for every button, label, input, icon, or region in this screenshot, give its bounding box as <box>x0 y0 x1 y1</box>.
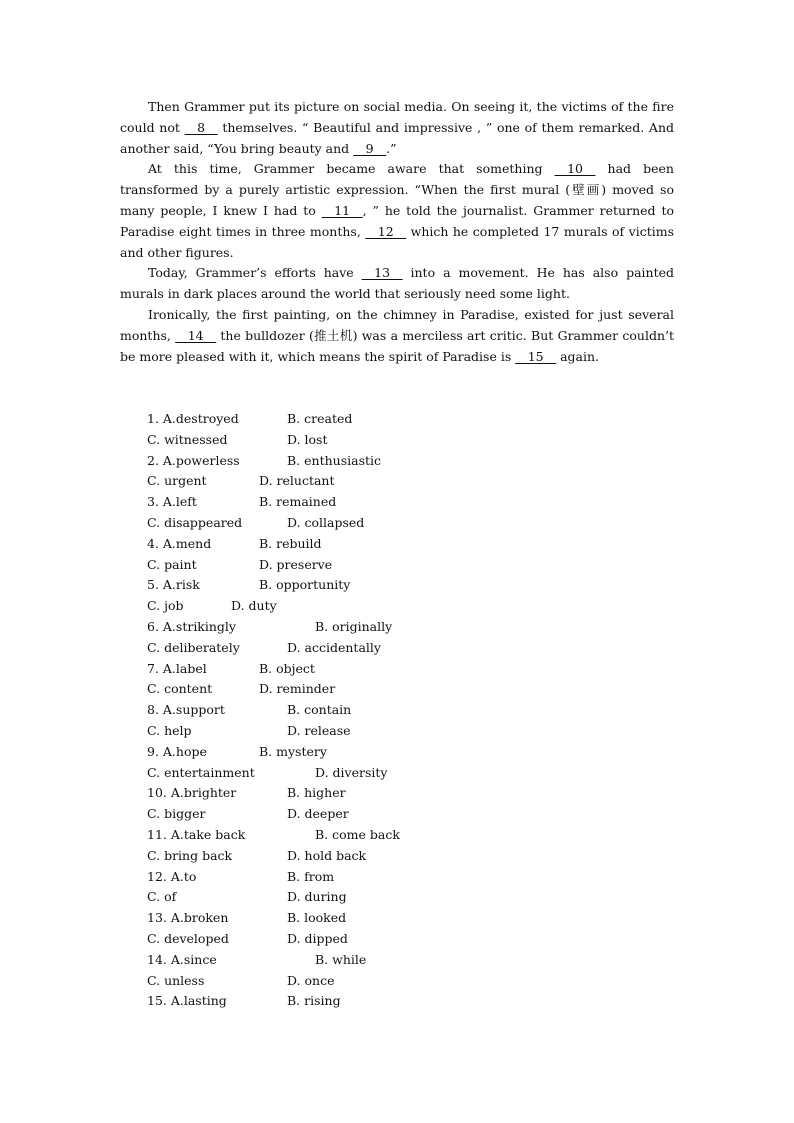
option-line <box>147 783 547 804</box>
option-line <box>147 492 547 513</box>
option-choice: D. hold back <box>287 847 367 863</box>
passage-text: had been transformed by a purely artistic expression. “When the first mural (壁画) moved so many people, I knew I had to <box>120 161 674 218</box>
option-choice: 13. A.broken <box>147 910 229 926</box>
option-line <box>147 451 547 472</box>
blank-15: __15__ <box>515 348 557 364</box>
passage-text: into a movement. He has also painted murals in dark places around the world that seriously need some light. <box>120 265 674 302</box>
option-choice: C. witnessed <box>147 431 228 447</box>
reading-passage <box>120 97 674 367</box>
option-choice: 8. A.support <box>147 702 225 718</box>
option-choice: B. contain <box>287 702 352 718</box>
option-choice: B. created <box>287 411 353 426</box>
option-line <box>147 430 547 451</box>
option-choice: D. collapsed <box>287 514 365 530</box>
option-line <box>147 638 547 659</box>
option-choice: C. help <box>147 722 192 738</box>
option-line <box>147 887 547 908</box>
option-line <box>147 971 547 992</box>
option-choice: D. deeper <box>287 806 349 822</box>
blank-11: __11__ <box>321 202 363 218</box>
option-choice: C. disappeared <box>147 514 243 530</box>
option-line <box>147 409 547 430</box>
option-choice: D. preserve <box>259 556 333 572</box>
blank-9: __9__ <box>353 140 387 156</box>
paragraph-1 <box>120 97 674 159</box>
option-choice: B. mystery <box>259 743 327 759</box>
option-line <box>147 659 547 680</box>
passage-text: At this time, Grammer became aware that something <box>148 161 555 177</box>
passage-text: again. <box>556 348 600 364</box>
option-choice: 12. A.to <box>147 868 197 884</box>
option-line <box>147 721 547 742</box>
blank-8: __8__ <box>184 119 218 135</box>
blank-14: __14__ <box>175 327 217 343</box>
passage-text: Ironically, the first painting, on the chimney in Paradise, existed for just several months, <box>120 306 674 343</box>
option-choice: 5. A.risk <box>147 577 200 593</box>
option-line <box>147 929 547 950</box>
option-choice: B. from <box>287 868 335 884</box>
option-choice: C. paint <box>147 556 197 572</box>
option-choice: 7. A.label <box>147 660 207 676</box>
paragraph-4 <box>120 305 674 367</box>
option-choice: D. lost <box>287 431 328 447</box>
option-choice: C. urgent <box>147 473 207 489</box>
option-choice: 6. A.strikingly <box>147 618 236 634</box>
option-choice: D. during <box>287 889 347 905</box>
option-line <box>147 471 547 492</box>
option-choice: B. higher <box>287 785 346 801</box>
option-choice: C. bring back <box>147 847 233 863</box>
passage-text: , ” he told the journalist. Grammer returned to Paradise eight times in three months, <box>120 202 674 239</box>
option-choice: 10. A.brighter <box>147 785 237 801</box>
option-choice: B. object <box>259 660 315 676</box>
option-choice: C. deliberately <box>147 639 240 655</box>
paragraph-3 <box>120 263 674 305</box>
option-choice: B. looked <box>287 910 347 926</box>
option-choice: B. remained <box>259 494 337 510</box>
option-choice: C. content <box>147 681 213 697</box>
option-choice: D. duty <box>231 598 277 614</box>
paragraph-2 <box>120 159 674 263</box>
option-choice: C. developed <box>147 930 229 946</box>
option-choice: 1. A.destroyed <box>147 411 239 426</box>
option-line <box>147 991 547 1012</box>
option-choice: B. come back <box>315 826 400 842</box>
option-line <box>147 575 547 596</box>
option-choice: 2. A.powerless <box>147 452 240 468</box>
option-line <box>147 825 547 846</box>
option-choice: C. bigger <box>147 806 206 822</box>
option-choice: 14. A.since <box>147 951 217 967</box>
option-choice: 4. A.mend <box>147 535 212 551</box>
option-line <box>147 700 547 721</box>
blank-12: __12__ <box>365 223 407 239</box>
option-choice: B. enthusiastic <box>287 452 382 468</box>
option-choice: C. unless <box>147 972 205 988</box>
passage-text: which he completed 17 murals of victims and other figures. <box>120 223 674 260</box>
option-line <box>147 534 547 555</box>
option-line <box>147 867 547 888</box>
option-choice: B. originally <box>315 618 393 634</box>
option-choice: C. of <box>147 889 177 905</box>
passage-text: Then Grammer put its picture on social media. On seeing it, the victims of the fire could not <box>120 99 674 135</box>
option-line <box>147 742 547 763</box>
option-choice: B. opportunity <box>259 577 351 593</box>
option-choice: D. once <box>287 972 335 988</box>
passage-text: the bulldozer (推土机) was a merciless art critic. But Grammer couldn’t be more pleased with it, which means the spirit of Paradise is <box>120 327 674 364</box>
blank-10: __10__ <box>554 161 596 177</box>
option-line <box>147 908 547 929</box>
option-line <box>147 555 547 576</box>
option-choice: D. dipped <box>287 930 348 946</box>
option-line <box>147 513 547 534</box>
option-line <box>147 679 547 700</box>
option-choice: 9. A.hope <box>147 743 207 759</box>
option-line <box>147 804 547 825</box>
option-line <box>147 763 547 784</box>
option-line <box>147 950 547 971</box>
option-choice: 3. A.left <box>147 494 197 510</box>
option-choice: D. diversity <box>315 764 388 780</box>
blank-13: __13__ <box>361 265 403 281</box>
option-choice: B. rising <box>287 993 341 1009</box>
option-line <box>147 846 547 867</box>
answer-options-list <box>147 409 547 1012</box>
passage-text: themselves. “ Beautiful and impressive , ” one of them remarked. And another said, “You bring beauty and <box>120 119 674 156</box>
passage-text: .” <box>386 140 397 156</box>
option-choice: 15. A.lasting <box>147 993 227 1009</box>
option-choice: C. entertainment <box>147 764 255 780</box>
option-choice: C. job <box>147 598 184 614</box>
option-line <box>147 596 547 617</box>
option-choice: B. while <box>315 951 367 967</box>
option-choice: D. release <box>287 722 351 738</box>
option-choice: B. rebuild <box>259 535 322 551</box>
option-choice: D. reminder <box>259 681 336 697</box>
option-choice: D. accidentally <box>287 639 381 655</box>
option-line <box>147 617 547 638</box>
passage-text: Today, Grammer’s efforts have <box>148 265 362 281</box>
option-choice: D. reluctant <box>259 473 335 489</box>
option-choice: 11. A.take back <box>147 826 246 842</box>
